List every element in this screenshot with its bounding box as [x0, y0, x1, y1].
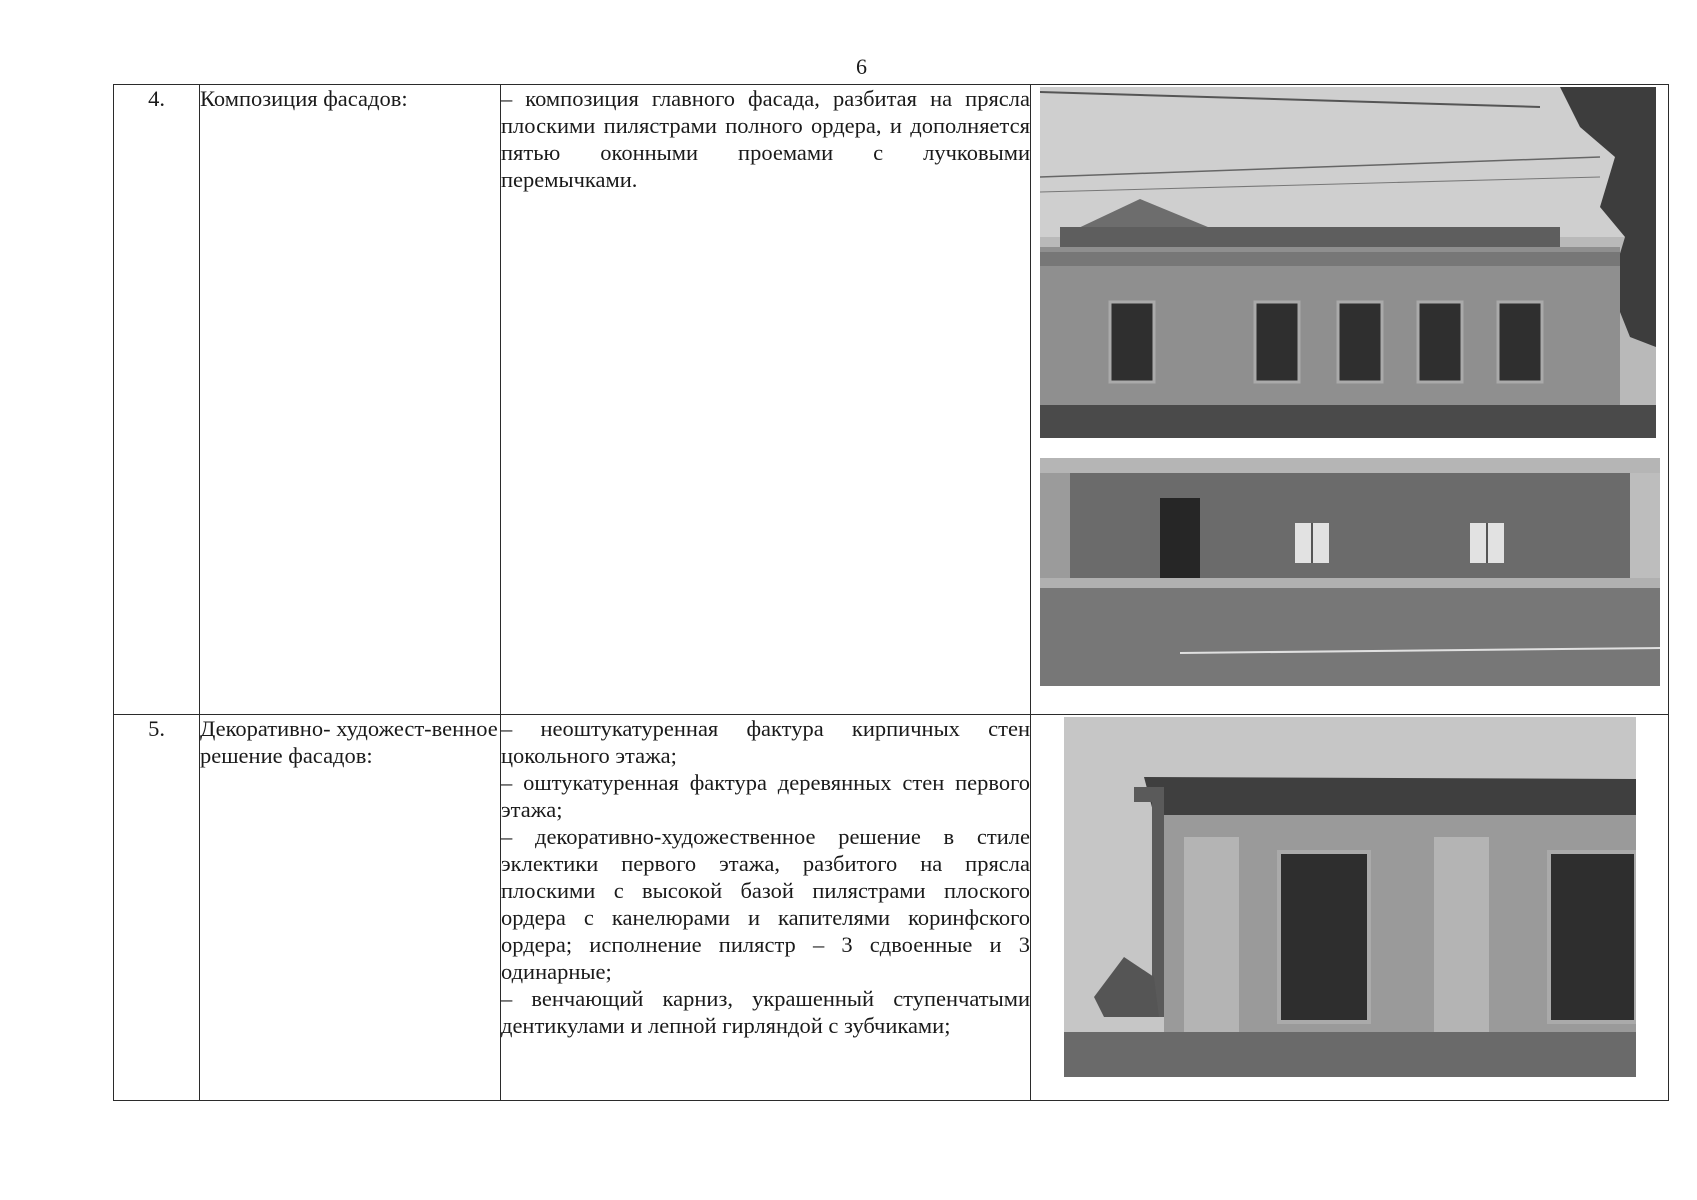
row-description	[501, 85, 1031, 715]
row-label: Декоративно- художест-венное решение фасадов:	[200, 715, 501, 1101]
table-row	[114, 85, 1669, 715]
description-item: – оштукатуренная фактура деревянных стен первого этажа;	[501, 770, 1030, 822]
photo-cell	[1031, 715, 1669, 1101]
description-item: – венчающий карниз, украшенный ступенчатыми дентикулами и лепной гирляндой с зубчиками;	[501, 986, 1030, 1038]
street-photo	[1040, 458, 1660, 686]
facade-photo	[1040, 87, 1656, 438]
row-label: Композиция фасадов:	[200, 85, 501, 715]
row-number: 5.	[114, 715, 200, 1101]
facade-table	[113, 84, 1669, 1101]
photo-cell	[1031, 85, 1669, 715]
row-description	[501, 715, 1031, 1101]
description-item: – декоративно-художественное решение в стиле эклектики первого этажа, разбитого на прясла плоскими с высокой базой пилястрами плоского ордера с канелюрами и капителями коринфского ордера; исполнение пилястр – 3 сдвоенные и 3 одинарные;	[501, 824, 1030, 984]
table-row	[114, 715, 1669, 1101]
description-item: – неоштукатуренная фактура кирпичных стен цокольного этажа;	[501, 716, 1030, 768]
description-item: – композиция главного фасада, разбитая на прясла плоскими пилястрами полного ордера, и дополняется пятью оконными проемами с лучковыми перемычками.	[501, 86, 1030, 192]
page-number: 6	[856, 54, 867, 79]
row-number: 4.	[114, 85, 200, 715]
decor-photo	[1064, 717, 1636, 1077]
